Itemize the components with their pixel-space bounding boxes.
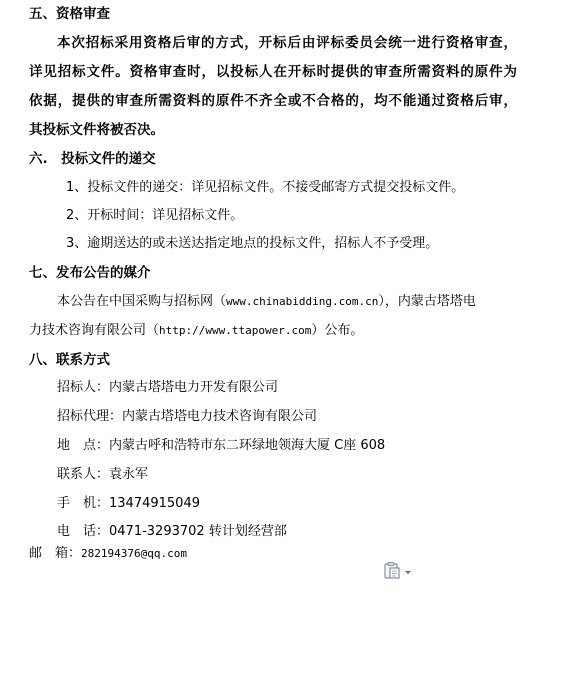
chinabidding-url: www.chinabidding.com.cn (226, 295, 379, 308)
section7-line-1 (57, 293, 476, 311)
section5-line-3: 依据，提供的审查所需资料的原件不齐全或不合格的，均不能通过资格后审， (29, 93, 517, 109)
section5-heading: 五、资格审查 (29, 6, 110, 22)
section5-line-2: 详见招标文件。资格审查时，以投标人在开标时提供的审查所需资料的原件为 (29, 64, 517, 80)
section7-line-1-post: ），内蒙古塔塔电 (378, 294, 476, 309)
mobile-label: 手 机： (57, 496, 110, 511)
clipboard-icon (384, 562, 414, 580)
section7-line-2-post: ）公布。 (311, 323, 364, 338)
address-line (57, 437, 385, 455)
section5-line-1: 本次招标采用资格后审的方式，开标后由评标委员会统一进行资格审查， (57, 35, 517, 51)
email-line (29, 545, 187, 563)
section6-item-2: 2、开标时间：详见招标文件。 (66, 208, 244, 223)
section7-line-2 (29, 322, 363, 340)
phone-value: 0471-3293702 转计划经营部 (109, 524, 287, 539)
tenderer-line: 招标人：内蒙古塔塔电力开发有限公司 (57, 380, 279, 395)
section7-heading: 七、发布公告的媒介 (29, 265, 151, 281)
paste-options-button[interactable] (384, 562, 414, 580)
section6-item-3: 3、逾期送达的或未送达指定地点的投标文件，招标人不予受理。 (66, 236, 439, 251)
mobile-line (57, 495, 200, 513)
chevron-down-icon (405, 571, 411, 574)
phone-label: 电 话： (57, 524, 110, 539)
email-label: 邮 箱： (29, 546, 82, 561)
agent-line: 招标代理：内蒙古塔塔电力技术咨询有限公司 (57, 409, 318, 424)
section8-heading: 八、联系方式 (29, 352, 110, 368)
ttapower-url: http://www.ttapower.com (159, 324, 312, 337)
section7-line-1-pre: 本公告在中国采购与招标网（ (57, 294, 227, 309)
section5-line-4: 其投标文件将被否决。 (29, 122, 164, 138)
email-value: 282194376@qq.com (81, 547, 187, 560)
section6-item-1: 1、投标文件的递交：详见招标文件。不接受邮寄方式提交投标文件。 (66, 180, 465, 195)
address-label: 地 点： (57, 438, 110, 453)
section6-heading: 六. 投标文件的递交 (29, 151, 156, 167)
mobile-value: 13474915049 (109, 496, 200, 511)
phone-line (57, 523, 287, 541)
section7-line-2-pre: 力技术咨询有限公司（ (29, 323, 160, 338)
address-value: 内蒙古呼和浩特市东二环绿地领海大厦 C座 608 (109, 438, 386, 453)
contact-line: 联系人：袁永军 (57, 467, 149, 482)
